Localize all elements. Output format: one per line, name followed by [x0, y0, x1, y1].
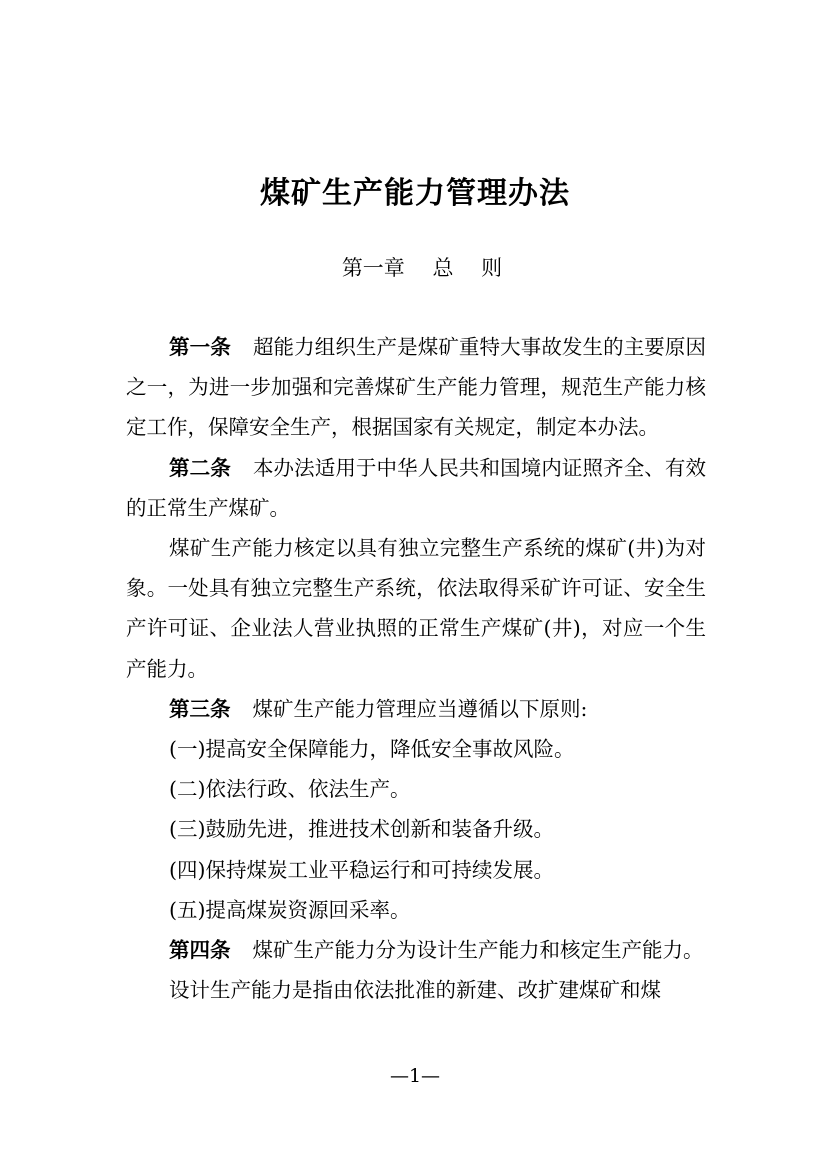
chapter-heading: 第一章 总 则: [341, 256, 503, 280]
paragraph-text: 煤矿生产能力分为设计生产能力和核定生产能力。: [252, 938, 704, 963]
principle-item: [126, 809, 706, 849]
paragraph-text: 超能力组织生产是煤矿重特大事故发生的主要原因之一，为进一步加强和完善煤矿生产能力管理，规范生产能力核定工作，保障安全生产，根据国家有关规定，制定本办法。: [126, 335, 707, 440]
article-1-paragraph: [126, 327, 706, 448]
paragraph-text: 设计生产能力是指由依法批准的新建、改扩建煤矿和煤: [169, 978, 662, 1003]
paragraph-text: 煤矿生产能力管理应当遵循以下原则:: [252, 696, 588, 721]
paragraph-text: (三)鼓励先进，推进技术创新和装备升级。: [169, 817, 555, 842]
paragraph-text: 本办法适用于中华人民共和国境内证照齐全、有效的正常生产煤矿。: [126, 455, 707, 520]
article-3-paragraph: [126, 689, 706, 729]
article-label: 第一条: [169, 335, 231, 359]
paragraph: [126, 528, 706, 689]
paragraph-text: (一)提高安全保障能力，降低安全事故风险。: [169, 737, 575, 762]
principle-item: [126, 769, 706, 809]
paragraph-text: (五)提高煤炭资源回采率。: [169, 897, 411, 922]
principle-item: [126, 890, 706, 930]
page-number: —1—: [389, 1065, 441, 1087]
article-label: 第二条: [169, 455, 231, 480]
paragraph-text: 煤矿生产能力核定以具有独立完整生产系统的煤矿(井)为对象。一处具有独立完整生产系统，依法取得采矿许可证、安全生产许可证、企业法人营业执照的正常生产煤矿(井)，对应一个生产能力。: [126, 536, 706, 681]
article-4-paragraph: [126, 930, 706, 970]
article-2-paragraph: [126, 448, 706, 528]
document-body: [126, 327, 706, 1010]
article-label: 第四条: [169, 938, 231, 963]
document-title: 煤矿生产能力管理办法: [260, 176, 570, 211]
paragraph-text: (四)保持煤炭工业平稳运行和可持续发展。: [169, 857, 555, 882]
paragraph: [126, 970, 706, 1010]
principle-item: [126, 850, 706, 890]
article-label: 第三条: [169, 696, 231, 721]
principle-item: [126, 729, 706, 769]
paragraph-text: (二)依法行政、依法生产。: [169, 777, 411, 802]
